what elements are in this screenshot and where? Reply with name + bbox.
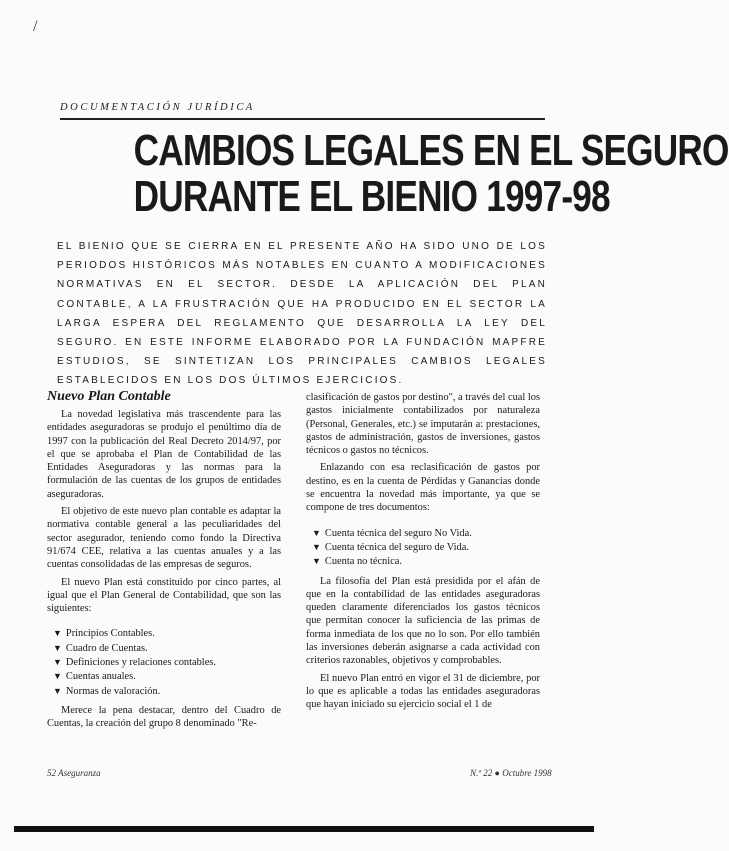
footer-issue: N.º 22 ● Octubre 1998	[470, 768, 552, 778]
bullet-list	[53, 627, 281, 697]
list-item	[53, 685, 281, 698]
list-item-text: Cuentas anuales.	[65, 671, 136, 683]
bottom-border	[14, 826, 594, 832]
left-column	[47, 388, 281, 735]
triangle-bullet-icon: ▼	[53, 642, 62, 653]
triangle-bullet-icon: ▼	[53, 657, 62, 668]
footer-page-number: 52 Aseguranza	[47, 768, 101, 778]
section-label: DOCUMENTACIÓN JURÍDICA	[60, 102, 255, 113]
body-paragraph: El objetivo de este nuevo plan contable es adaptar la normativa contable general a las peculiaridades del sector asegurador, teniendo como fondo la Directiva 91/674 CEE, relativa a las cuentas anuales y a las cuentas consolidadas de las empresas de seguros.	[47, 506, 281, 571]
section-rule	[60, 118, 545, 120]
list-item-text: Definiciones y relaciones contables.	[65, 657, 216, 669]
body-paragraph: El nuevo Plan entró en vigor el 31 de diciembre, por lo que es aplicable a todas las entidades aseguradoras que hayan iniciado su ejercicio social el 1 de	[306, 672, 540, 711]
list-item	[312, 555, 540, 568]
article-title	[133, 126, 729, 221]
list-item-text: Cuenta técnica del seguro de Vida.	[324, 541, 469, 553]
right-column	[306, 391, 540, 716]
list-item-text: Cuenta técnica del seguro No Vida.	[324, 527, 472, 539]
list-item-text: Normas de valoración.	[65, 685, 161, 697]
bullet-list	[312, 527, 540, 569]
body-paragraph: El nuevo Plan está constituido por cinco partes, al igual que el Plan General de Contabilidad, que son las siguientes:	[47, 576, 281, 615]
triangle-bullet-icon: ▼	[53, 628, 62, 639]
body-paragraph: La novedad legislativa más trascendente para las entidades aseguradoras se produjo el penúltimo día de 1997 con la publicación del Real Decreto 2014/97, por el que se aprobaba el Plan de Contabilidad de las Entidades Aseguradoras y las normas para la formulación de las cuentas de los grupos de entidades aseguradoras.	[47, 409, 281, 500]
subheading: Nuevo Plan Contable	[47, 389, 171, 404]
list-item	[53, 670, 281, 683]
triangle-bullet-icon: ▼	[53, 685, 62, 696]
body-paragraph: La filosofía del Plan está presidida por el afán de que en la contabilidad de las entidades aseguradoras queden claramente diferenciados los gastos técnicos que permitan conocer la suficiencia de las primas de forma inmediata de los que no lo son. Por ello también las inversiones deberán asignarse a cada actividad con criterios razonables, objetivos y comprobables.	[306, 575, 540, 667]
body-paragraph: Enlazando con esa reclasificación de gastos por destino, es en la cuenta de Pérdidas y Ganancias donde se encuentra la novedad más importante, ya que se compone de tres documentos:	[306, 462, 540, 514]
lead-paragraph: EL BIENIO QUE SE CIERRA EN EL PRESENTE AÑO HA SIDO UNO DE LOS PERIODOS HISTÓRICOS MÁS NOTABLES EN CUANTO A MODIFICACIONES NORMATIVAS EN EL SECTOR. DESDE LA APLICACIÓN DEL PLAN CONTABLE, A LA FRUSTRACIÓN QUE HA PRODUCIDO EN EL SECTOR LA LARGA ESPERA DEL REGLAMENTO QUE DESARROLLA LA LEY DEL SEGURO. EN ESTE INFORME ELABORADO POR LA FUNDACIÓN MAPFRE ESTUDIOS, SE SINTETIZAN LOS PRINCIPALES CAMBIOS LEGALES ESTABLECIDOS EN LOS DOS ÚLTIMOS EJERCICIOS.	[57, 241, 547, 387]
triangle-bullet-icon: ▼	[312, 527, 321, 538]
triangle-bullet-icon: ▼	[53, 671, 62, 682]
triangle-bullet-icon: ▼	[312, 541, 321, 552]
list-item	[53, 642, 281, 655]
title-line-1: CAMBIOS LEGALES EN EL SEGURO	[133, 126, 729, 175]
triangle-bullet-icon: ▼	[312, 556, 321, 567]
title-line-2: DURANTE EL BIENIO 1997-98	[133, 172, 610, 221]
list-item	[53, 656, 281, 669]
list-item-text: Cuadro de Cuentas.	[65, 642, 148, 654]
corner-mark: /	[33, 18, 38, 35]
list-item	[53, 627, 281, 640]
body-paragraph: clasificación de gastos por destino", a través del cual los gastos inicialmente contabilizados por naturaleza (Personal, Generales, etc.) se imputarán a: prestaciones, gastos de administración, gastos de inversiones, gastos técnicos o gastos no técnicos.	[306, 392, 540, 457]
list-item	[312, 541, 540, 554]
list-item-text: Cuenta no técnica.	[324, 556, 402, 568]
list-item	[312, 527, 540, 540]
list-item-text: Principios Contables.	[65, 628, 155, 640]
body-paragraph: Merece la pena destacar, dentro del Cuadro de Cuentas, la creación del grupo 8 denominado "Re-	[47, 704, 281, 730]
